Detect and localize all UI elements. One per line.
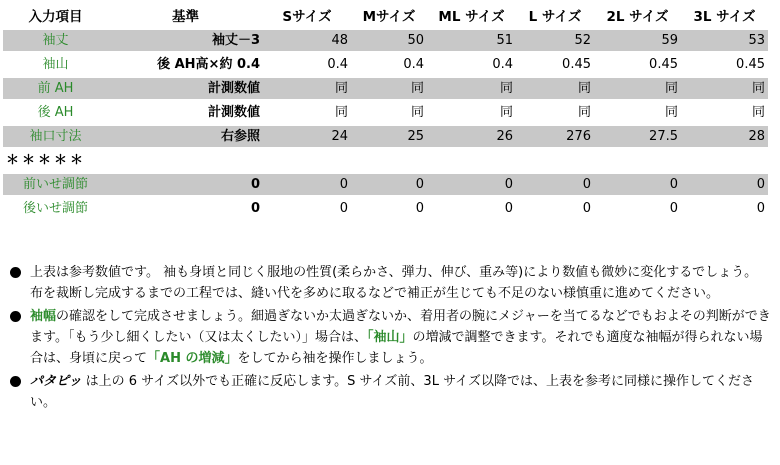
highlight-sleeve-width: 袖幅 (30, 309, 57, 324)
row-standard: 0 (108, 174, 263, 198)
value-s: 24 (263, 126, 351, 150)
row-label: 前いせ調節 (3, 174, 108, 198)
table-row-front-ah (3, 78, 768, 102)
header-size-3l: 3L サイズ (681, 6, 768, 30)
value-l: 同 (516, 102, 594, 126)
note-reference-values (8, 262, 774, 304)
value-l: 0 (516, 174, 594, 198)
value-s: 0.4 (263, 54, 351, 78)
value-ml: 0 (427, 174, 516, 198)
value-ml: 同 (427, 78, 516, 102)
value-m: 同 (351, 102, 427, 126)
value-m: 50 (351, 30, 427, 54)
row-standard: 右参照 (108, 126, 263, 150)
value-l: 52 (516, 30, 594, 54)
highlight-ah-adjust: 「AH の増減」 (147, 351, 238, 366)
value-ml: 0.4 (427, 54, 516, 78)
row-standard: 計測数値 (108, 102, 263, 126)
separator-mark: ＊＊＊＊＊ (3, 150, 768, 174)
note-text: の確認をして完成させましょう。細過ぎないか太過ぎないか、着用者の腕にメジャーを当てるなどでもおよその判断ができます。「もう少し細くしたい（又は太くしたい）」場合は、 (30, 309, 771, 345)
value-m: 0.4 (351, 54, 427, 78)
row-label: 後 AH (3, 102, 108, 126)
table-row-back-ah (3, 102, 768, 126)
note-text: の増減で調整できます。それでも適度な袖幅が得られない場合は、身頃に戻って (30, 330, 763, 366)
header-size-ml: ML サイズ (427, 6, 516, 30)
note-other-sizes (8, 371, 774, 413)
value-2l: 0 (594, 198, 681, 222)
row-standard: 計測数値 (108, 78, 263, 102)
value-ml: 26 (427, 126, 516, 150)
value-ml: 51 (427, 30, 516, 54)
table-row-sleeve-cap (3, 54, 768, 78)
header-size-2l: 2L サイズ (594, 6, 681, 30)
value-3l: 0 (681, 174, 768, 198)
bullet-icon (10, 311, 21, 322)
value-l: 同 (516, 78, 594, 102)
value-m: 25 (351, 126, 427, 150)
value-ml: 同 (427, 102, 516, 126)
header-standard: 基準 (108, 6, 263, 30)
value-2l: 27.5 (594, 126, 681, 150)
table-row-front-ease (3, 174, 768, 198)
value-2l: 0 (594, 174, 681, 198)
bullet-icon (10, 376, 21, 387)
value-3l: 53 (681, 30, 768, 54)
table-row-sleeve-length (3, 30, 768, 54)
value-3l: 同 (681, 78, 768, 102)
value-s: 同 (263, 78, 351, 102)
header-size-s: Sサイズ (263, 6, 351, 30)
value-m: 同 (351, 78, 427, 102)
note-sleeve-width (8, 306, 774, 369)
sleeve-size-table (3, 6, 768, 222)
row-standard: 0 (108, 198, 263, 222)
value-l: 0 (516, 198, 594, 222)
row-label: 袖山 (3, 54, 108, 78)
table-row-back-ease (3, 198, 768, 222)
table-separator-row (3, 150, 768, 174)
value-l: 0.45 (516, 54, 594, 78)
row-label: 袖丈 (3, 30, 108, 54)
value-s: 同 (263, 102, 351, 126)
value-2l: 同 (594, 78, 681, 102)
value-l: 276 (516, 126, 594, 150)
header-size-m: Mサイズ (351, 6, 427, 30)
notes-section (8, 262, 774, 415)
bullet-icon (10, 267, 21, 278)
value-ml: 0 (427, 198, 516, 222)
value-2l: 同 (594, 102, 681, 126)
table-row-cuff (3, 126, 768, 150)
value-s: 0 (263, 174, 351, 198)
highlight-sleeve-cap: 「袖山」 (366, 330, 413, 345)
value-2l: 0.45 (594, 54, 681, 78)
value-s: 0 (263, 198, 351, 222)
header-size-l: L サイズ (516, 6, 594, 30)
header-item: 入力項目 (3, 6, 108, 30)
row-label: 後いせ調節 (3, 198, 108, 222)
value-m: 0 (351, 174, 427, 198)
note-text: は上の 6 サイズ以外でも正確に反応します。S サイズ前、3L サイズ以降では、上表を参考に同様に操作してください。 (30, 374, 755, 410)
value-s: 48 (263, 30, 351, 54)
row-label: 前 AH (3, 78, 108, 102)
value-3l: 0 (681, 198, 768, 222)
note-text: をしてから袖を操作しましょう。 (237, 351, 433, 366)
value-m: 0 (351, 198, 427, 222)
value-2l: 59 (594, 30, 681, 54)
row-standard: 袖丈－3 (108, 30, 263, 54)
note-text: 上表は参考数値です。 袖も身頃と同じく服地の性質(柔らかさ、弾力、伸び、重み等)により数値も微妙に変化するでしょう。 布を裁断し完成するまでの工程では、縫い代を多めに取るなどで補正が生じても不足のない様慎重に進めてください。 (30, 265, 758, 301)
row-label: 袖口寸法 (3, 126, 108, 150)
row-standard: 後 AH高×約 0.4 (108, 54, 263, 78)
value-3l: 同 (681, 102, 768, 126)
table-header-row (3, 6, 768, 30)
brand-name: パタピッ (30, 374, 82, 389)
value-3l: 28 (681, 126, 768, 150)
value-3l: 0.45 (681, 54, 768, 78)
